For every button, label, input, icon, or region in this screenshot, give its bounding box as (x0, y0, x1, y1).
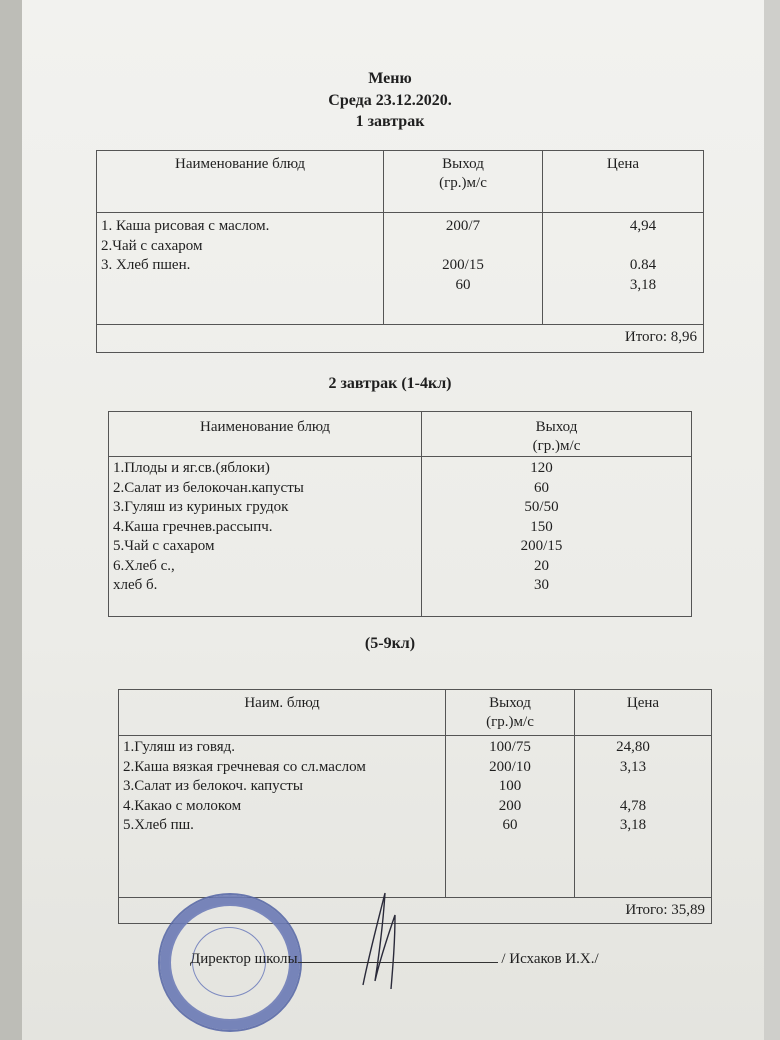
table-body-row (119, 736, 712, 898)
cell-line: 4.Какао с молоком (123, 797, 242, 814)
director-label: Директор школы (190, 951, 298, 967)
cell-line: 200/7 (445, 218, 481, 234)
cell-line: 2.Каша вязкая гречневая со сл.маслом (123, 758, 366, 775)
table-body-row (109, 457, 692, 617)
dish-names-cell (97, 213, 384, 325)
cell-line: 200 (498, 797, 522, 814)
outputs-cell (446, 736, 575, 898)
cell-line: 3. Хлеб пшен. (101, 257, 191, 273)
meal3-heading: (5-9кл) (364, 635, 416, 652)
cell-line: 1. Каша рисовая с маслом. (101, 218, 270, 234)
director-name: / Исхаков И.Х./ (501, 951, 599, 967)
dish-names-cell (109, 457, 422, 617)
dish-names-cell (119, 736, 446, 898)
menu-title: Меню (368, 70, 412, 87)
outputs-cell (384, 213, 543, 325)
background-wall (0, 0, 22, 1040)
cell-line: 3.Гуляш из куриных грудок (113, 499, 289, 515)
cell-line: 60 (534, 479, 549, 496)
col-header-name: Наименование блюд (97, 151, 384, 213)
meal1-heading: 1 завтрак (355, 113, 425, 130)
cell-line: 2.Салат из белокочан.капусты (113, 479, 304, 496)
grades5-9-table (118, 689, 712, 924)
cell-line: 24,80 (616, 739, 650, 755)
table-header-row (119, 690, 712, 736)
cell-line: 200/10 (489, 758, 531, 775)
cell-line: 1.Плоды и яг.св.(яблоки) (113, 460, 270, 476)
table-body-row (97, 213, 704, 325)
total-value: Итого: 8,96 (97, 325, 704, 353)
cell-line: 3.Салат из белокоч. капусты (123, 778, 303, 794)
cell-line: хлеб б. (113, 577, 158, 593)
col-header-price: Цена (543, 151, 704, 213)
cell-line: 0.84 (629, 257, 657, 273)
cell-line: 100/75 (489, 739, 531, 755)
col-header-name: Наименование блюд (109, 412, 422, 457)
cell-line: 3,18 (619, 817, 647, 833)
cell-line: 4,94 (629, 218, 657, 234)
menu-date: Среда 23.12.2020. (328, 92, 452, 109)
cell-line: 6.Хлеб с., (113, 557, 175, 574)
director-signature-line (190, 948, 599, 968)
cell-line: 5.Чай с сахаром (113, 538, 215, 554)
cell-line: 3,18 (629, 276, 657, 293)
cell-line: 2.Чай с сахаром (101, 237, 203, 254)
outputs-cell (422, 457, 692, 617)
cell-line: 60 (502, 817, 518, 833)
table-header-row (97, 151, 704, 213)
prices-cell (575, 736, 712, 898)
total-row (97, 325, 704, 353)
breakfast2-table (108, 411, 692, 617)
col-header-name: Наим. блюд (119, 690, 446, 736)
cell-line: 200/15 (442, 257, 484, 273)
cell-line (583, 237, 703, 257)
cell-line (575, 777, 691, 797)
breakfast1-table (96, 150, 704, 353)
table-header-row (109, 412, 692, 457)
cell-line: 5.Хлеб пш. (123, 817, 194, 833)
cell-line: 120 (530, 460, 553, 476)
col-header-output: Выход (гр.)м/с (384, 151, 543, 213)
cell-line: 3,13 (619, 758, 647, 775)
cell-line: 4,78 (619, 797, 647, 814)
cell-line: 150 (530, 518, 553, 535)
director-signature (355, 885, 415, 995)
prices-cell (543, 213, 704, 325)
col-header-output: Выход (гр.)м/с (446, 690, 575, 736)
cell-line (384, 237, 542, 257)
cell-line: 50/50 (524, 499, 559, 515)
col-header-price: Цена (575, 690, 712, 736)
cell-line: 60 (455, 276, 471, 293)
cell-line: 1.Гуляш из говяд. (123, 739, 236, 755)
cell-line: 20 (534, 557, 549, 574)
col-header-output: Выход (гр.)м/с (422, 412, 692, 457)
total-value: Итого: 35,89 (119, 898, 712, 924)
cell-line: 200/15 (520, 538, 563, 554)
cell-line: 100 (498, 778, 522, 794)
cell-line: 4.Каша гречнев.рассыпч. (113, 518, 273, 535)
meal2-heading: 2 завтрак (1-4кл) (328, 375, 452, 392)
signature-underline (298, 948, 498, 963)
cell-line: 30 (534, 577, 549, 593)
